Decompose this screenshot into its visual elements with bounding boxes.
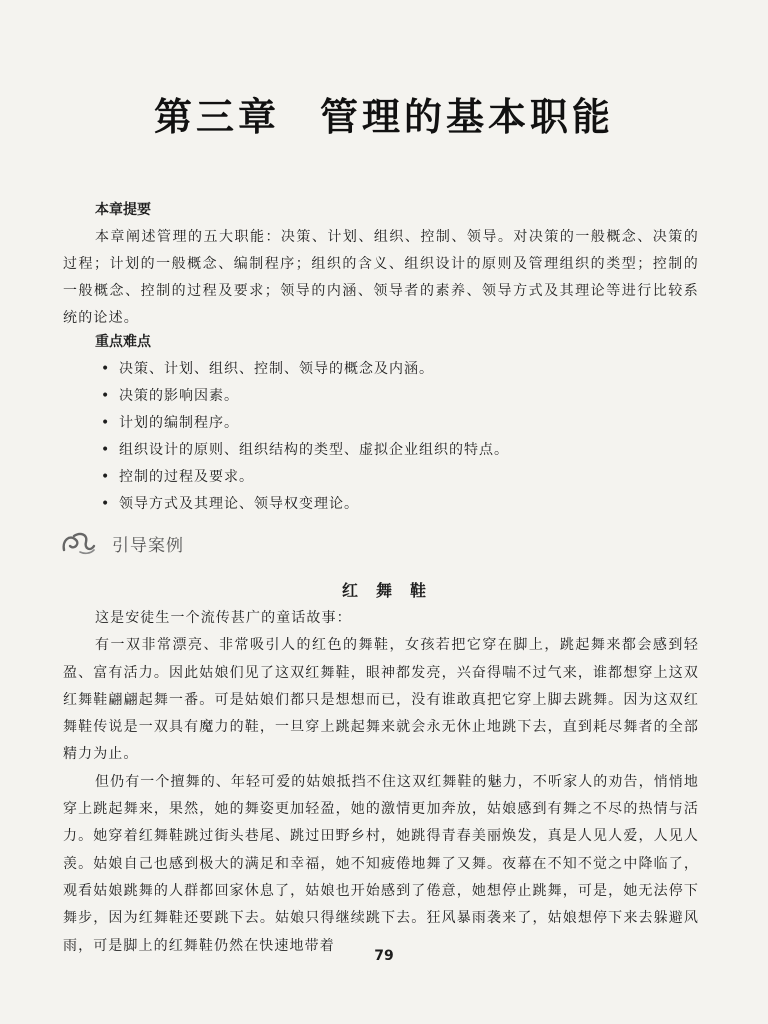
- summary-heading: 本章提要: [95, 202, 151, 218]
- key-points-heading: 重点难点: [95, 334, 151, 350]
- story-body: [63, 605, 699, 960]
- chapter-name: 管理的基本职能: [320, 94, 615, 139]
- summary-section: [63, 197, 699, 332]
- key-point-item: • 组织设计的原则、组织结构的类型、虚拟企业组织的特点。: [101, 437, 699, 464]
- key-points-list: [63, 356, 699, 518]
- key-point-item: • 决策、计划、组织、控制、领导的概念及内涵。: [101, 356, 699, 383]
- story-paragraph: 有一双非常漂亮、非常吸引人的红色的舞鞋，女孩若把它穿在脚上，跳起舞来都会感到轻盈、富有活力。因此姑娘们见了这双红舞鞋，眼神都发亮，兴奋得喘不过气来，谁都想穿上这双红舞鞋翩翩起舞一番。可是姑娘们都只是想想而已，没有谁敢真把它穿上脚去跳舞。因为这双红舞鞋传说是一双具有魔力的鞋，一旦穿上跳起舞来就会永无休止地跳下去，直到耗尽舞者的全部精力为止。: [63, 637, 699, 763]
- story-paragraph: 但仍有一个擅舞的、年轻可爱的姑娘抵挡不住这双红舞鞋的魅力，不听家人的劝告，悄悄地穿上跳起舞来，果然，她的舞姿更加轻盈，她的激情更加奔放，姑娘感到有舞之不尽的热情与活力。她穿着红舞鞋跳过街头巷尾、跳过田野乡村，她跳得青春美丽焕发，真是人见人爱，人见人羡。姑娘自己也感到极大的满足和幸福，她不知疲倦地舞了又舞。夜幕在不知不觉之中降临了，观看姑娘跳舞的人群都回家休息了，姑娘也开始感到了倦意，她想停止跳舞，可是，她无法停下舞步，因为红舞鞋还要跳下去。姑娘只得继续跳下去。狂风暴雨袭来了，姑娘想停下来去躲避风雨，可是脚上的红舞鞋仍然在快速地带着: [63, 773, 699, 954]
- guide-case-header: [60, 528, 184, 558]
- chapter-title: [0, 86, 768, 141]
- chapter-number: 第三章: [153, 94, 280, 139]
- key-points-section: [63, 329, 699, 518]
- guide-case-label: 引导案例: [112, 535, 184, 556]
- key-point-item: • 决策的影响因素。: [101, 383, 699, 410]
- guide-case-icon: [60, 530, 98, 556]
- key-point-item: • 计划的编制程序。: [101, 410, 699, 437]
- summary-text: 本章阐述管理的五大职能：决策、计划、组织、控制、领导。对决策的一般概念、决策的过程；计划的一般概念、编制程序；组织的含义、组织设计的原则及管理组织的类型；控制的一般概念、控制的过程及要求；领导的内涵、领导者的素养、领导方式及其理论等进行比较系统的论述。: [63, 229, 699, 326]
- key-point-item: • 控制的过程及要求。: [101, 464, 699, 491]
- key-point-item: • 领导方式及其理论、领导权变理论。: [101, 491, 699, 518]
- story-title: 红舞鞋: [341, 581, 444, 600]
- story-paragraph: 这是安徒生一个流传甚广的童话故事：: [95, 610, 352, 626]
- page-number: 79: [374, 948, 394, 964]
